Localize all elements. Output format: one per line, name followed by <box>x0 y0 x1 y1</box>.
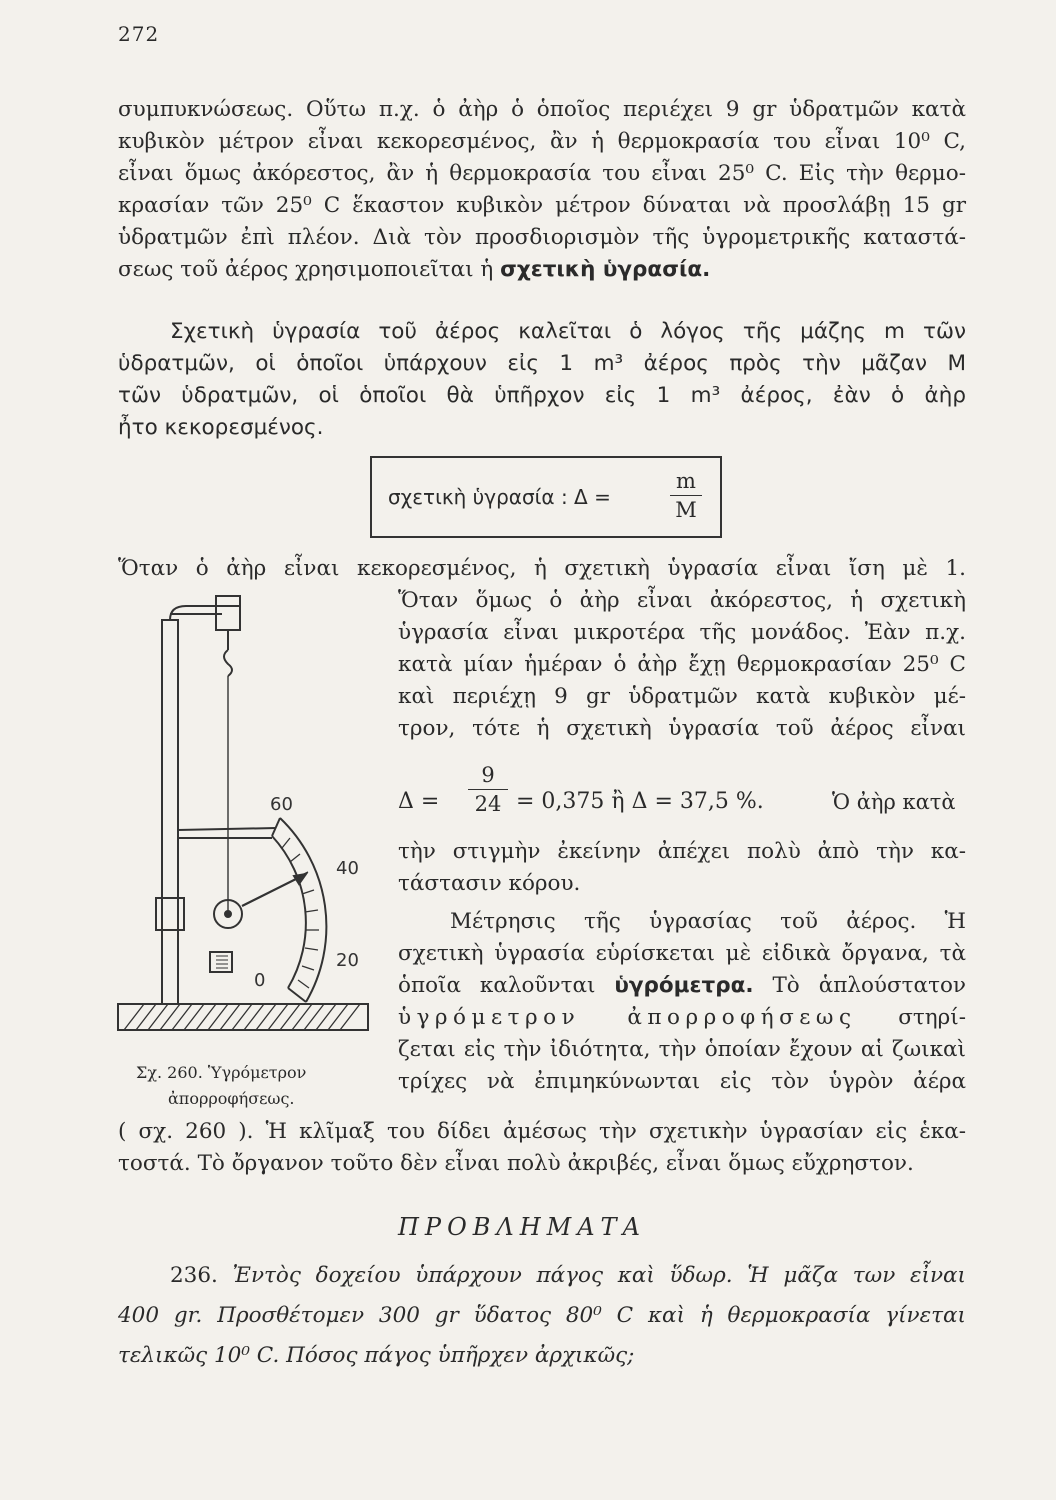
example-denominator: 24 <box>474 792 502 816</box>
hair-hook <box>224 650 232 676</box>
text-fragment: σεως τοῦ ἀέρος χρησιμοποιεῖται ἡ <box>118 257 501 282</box>
text-line: τάστασιν κόρου. <box>398 871 581 896</box>
bold-term-relative-humidity: σχετικὴ ὑγρασία. <box>500 257 711 282</box>
problem-line: τελικῶς 10⁰ C. Πόσος πάγος ὑπῆρχεν ἀρχικῶς; <box>118 1343 635 1368</box>
base-hatching <box>124 1004 360 1030</box>
example-fraction <box>468 762 508 817</box>
figure-caption-line2: ἀπορροφήσεως. <box>168 1089 295 1108</box>
fraction-bar <box>670 495 702 496</box>
scale-ticks <box>282 838 319 988</box>
text-line: Ὅταν ὅμως ὁ ἀὴρ εἶναι ἀκόρεστος, ἡ σχετικὴ <box>398 588 966 613</box>
text-line: τοστά. Τὸ ὄργανον τοῦτο δὲν εἶναι πολὺ ἀκριβές, εἶναι ὅμως εὔχρηστον. <box>118 1151 914 1176</box>
section-title-problems: ΠΡΟΒΛΗΜΑΤΑ <box>398 1213 646 1241</box>
text-line: Ὅταν ὁ ἀὴρ εἶναι κεκορεσμένος, ἡ σχετικὴ ὑγρασία εἶναι ἴση μὲ 1. <box>118 556 966 581</box>
figure-caption-line1: Σχ. 260. Ὑγρόμετρον <box>136 1063 307 1082</box>
text-fragment: Ἐντὸς δοχείου ὑπάρχουν πάγος καὶ ὕδωρ. Ἡ μᾶζα των εἶναι <box>232 1263 966 1288</box>
bold-term-hygrometers: ὑγρόμετρα. <box>614 973 754 998</box>
text-line <box>398 972 966 1000</box>
formula-label: σχετικὴ ὑγρασία : Δ = <box>388 485 611 509</box>
text-line: ἦτο κεκορεσμένος. <box>118 415 324 440</box>
fraction-bar <box>468 789 508 790</box>
example-rhs: = 0,375 ἢ Δ = 37,5 %. <box>516 789 764 814</box>
problem-line <box>170 1260 966 1292</box>
text-line: κατὰ μίαν ἡμέραν ὁ ἀὴρ ἔχῃ θερμοκρασίαν 25⁰ C <box>398 652 966 677</box>
text-fragment: Ὁ ἀὴρ κατὰ <box>832 790 956 814</box>
text-line <box>398 1004 966 1032</box>
scale-label-0: 0 <box>254 970 266 991</box>
scale-arc-inner <box>272 836 306 988</box>
scale-label-20: 20 <box>336 950 359 971</box>
text-fragment: ὁποῖα καλοῦνται <box>398 973 615 998</box>
text-line: τὴν στιγμὴν ἐκείνην ἀπέχει πολὺ ἀπὸ τὴν κα- <box>398 839 966 864</box>
text-line: ὑδρατμῶν ἐπὶ πλέον. Διὰ τὸν προσδιορισμὸν τῆς ὑγρομετρικῆς καταστά- <box>118 225 966 250</box>
text-line: ὑγρασία εἶναι μικροτέρα τῆς μονάδος. Ἐὰν π.χ. <box>398 620 966 645</box>
scale-arc-outer <box>280 818 326 1002</box>
text-line: τρίχες νὰ ἐπιμηκύνωνται εἰς τὸν ὑγρὸν ἀέρα <box>398 1069 966 1094</box>
scale-label-60: 60 <box>270 794 293 815</box>
counterweight <box>210 952 232 972</box>
formula-denominator: M <box>675 498 697 522</box>
text-line: ὑδρατμῶν, οἱ ὁποῖοι ὑπάρχουν εἰς 1 m³ ἀέρος πρὸς τὴν μᾶζαν Μ <box>118 351 966 376</box>
problem-line: 400 gr. Προσθέτομεν 300 gr ὕδατος 80⁰ C καὶ ἡ θερμοκρασία γίνεται <box>118 1303 966 1328</box>
problem-number: 236. <box>170 1263 218 1288</box>
text-line: συμπυκνώσεως. Οὕτω π.χ. ὁ ἀὴρ ὁ ὁποῖος περιέχει 9 gr ὑδρατμῶν κατὰ <box>118 97 966 122</box>
example-numerator: 9 <box>481 763 495 787</box>
text-line <box>118 256 966 284</box>
text-line: κυβικὸν μέτρον εἶναι κεκορεσμένος, ἂν ἡ θερμοκρασία του εἶναι 10⁰ C, <box>118 129 966 154</box>
text-line: σχετικὴ ὑγρασία εὑρίσκεται μὲ εἰδικὰ ὄργανα, τὰ <box>398 941 966 966</box>
text-line: Σχετικὴ ὑγρασία τοῦ ἀέρος καλεῖται ὁ λόγος τῆς μάζης m τῶν <box>170 319 966 344</box>
text-line: καὶ περιέχῃ 9 gr ὑδρατμῶν κατὰ κυβικὸν μέ- <box>398 684 966 709</box>
scale-label-40: 40 <box>336 858 359 879</box>
hygrometer-figure <box>110 592 390 1062</box>
spaced-term-absorption-hygrometer: ὑγρόμετρον ἀπορροφήσεως <box>398 1005 857 1030</box>
text-line: ζεται εἰς τὴν ἰδιότητα, τὴν ὁποίαν ἔχουν αἱ ζωικαὶ <box>398 1037 966 1062</box>
hygrometer-stand <box>162 620 178 1004</box>
text-line: τῶν ὑδρατμῶν, οἱ ὁποῖοι θὰ ὑπῆρχον εἰς 1 m³ ἀέρος, ἐὰν ὁ ἀὴρ <box>118 383 966 408</box>
text-line: τρον, τότε ἡ σχετικὴ ὑγρασία τοῦ ἀέρος εἶναι <box>398 716 966 741</box>
text-line: Μέτρησις τῆς ὑγρασίας τοῦ ἀέρος. Ἡ <box>450 909 966 934</box>
text-line: κρασίαν τῶν 25⁰ C ἕκαστον κυβικὸν μέτρον δύναται νὰ προσλάβῃ 15 gr <box>118 193 966 218</box>
formula-fraction <box>670 468 702 523</box>
text-line: εἶναι ὅμως ἀκόρεστος, ἂν ἡ θερμοκρασία του εἶναι 25⁰ C. Εἰς τὴν θερμο- <box>118 161 966 186</box>
example-lhs: Δ = <box>398 789 440 814</box>
text-line: ( σχ. 260 ). Ἡ κλῖμαξ του δίδει ἀμέσως τὴν σχετικὴν ὑγρασίαν εἰς ἑκα- <box>118 1119 966 1144</box>
page-number: 272 <box>118 22 160 46</box>
relative-humidity-formula-box <box>370 456 722 538</box>
text-fragment: στηρί- <box>856 1005 967 1030</box>
formula-numerator: m <box>676 469 696 493</box>
text-fragment: Τὸ ἁπλούστατον <box>753 973 966 998</box>
